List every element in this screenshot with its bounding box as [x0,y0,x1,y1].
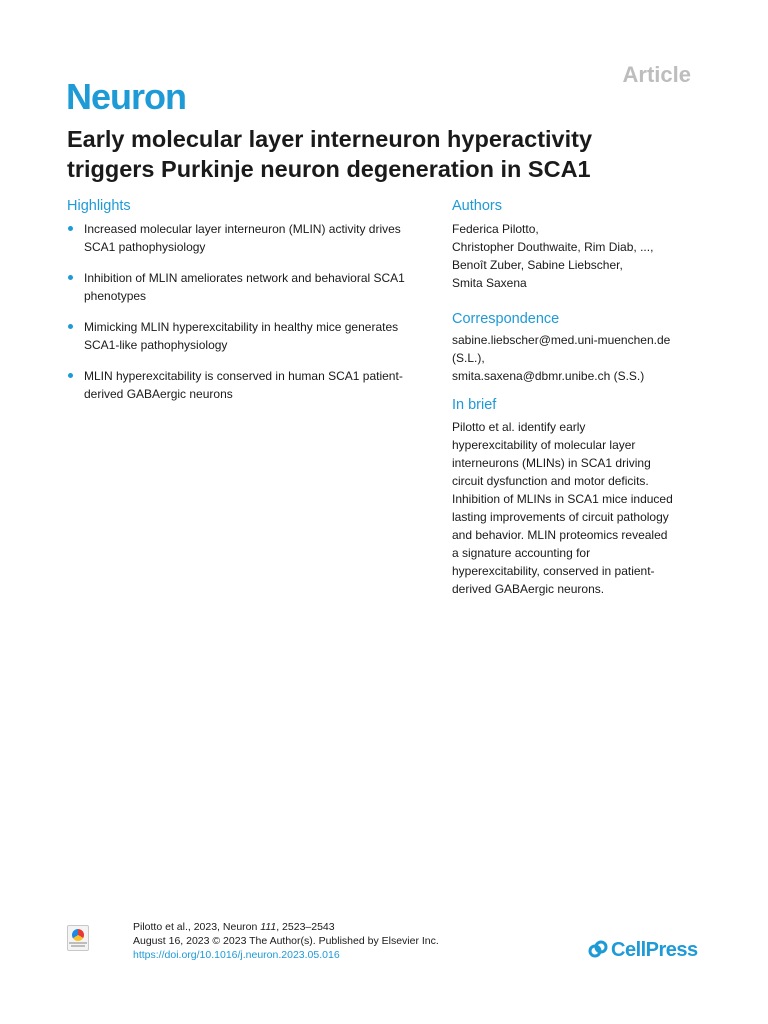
highlight-line: derived GABAergic neurons [84,387,233,401]
bullet-icon [68,275,73,280]
citation-volume: 111 [260,921,277,933]
citation-footer [133,920,439,962]
highlight-line: Increased molecular layer interneuron (MLIN) activity drives [84,222,401,236]
highlights-list [67,220,439,403]
in-brief-line: Inhibition of MLINs in SCA1 mice induced [452,492,673,506]
in-brief-line: and behavior. MLIN proteomics revealed [452,528,668,542]
highlight-item [67,220,439,256]
citation-pages: , 2523–2543 [276,921,335,933]
highlight-line: Inhibition of MLIN ameliorates network and behavioral SCA1 [84,271,405,285]
highlight-item [67,269,439,305]
correspondence-heading: Correspondence [452,311,560,327]
title-line: Early molecular layer interneuron hyperactivity [67,126,593,152]
in-brief-line: hyperexcitability, conserved in patient- [452,564,655,578]
in-brief-line: a signature accounting for [452,546,591,560]
highlight-line: Mimicking MLIN hyperexcitability in healthy mice generates [84,320,399,334]
check-for-updates-icon[interactable] [67,925,89,951]
in-brief-line: Pilotto et al. identify early [452,420,586,434]
in-brief-line: interneurons (MLINs) in SCA1 driving [452,456,651,470]
bullet-icon [68,226,73,231]
correspondence-line: (S.L.), [452,351,485,365]
bullet-icon [68,373,73,378]
publisher-name: CellPress [611,938,698,961]
in-brief-line: lasting improvements of circuit pathology [452,510,669,524]
in-brief-line: derived GABAergic neurons. [452,582,605,596]
article-type-label: Article [622,62,691,87]
correspondence-block [452,331,702,385]
highlight-item [67,318,439,354]
journal-name: Neuron [66,76,186,117]
correspondence-email-link[interactable]: sabine.liebscher@med.uni-muenchen.de [452,333,671,347]
cellpress-logo[interactable] [588,937,698,963]
citation-prefix: Pilotto et al., 2023, Neuron [133,921,261,933]
bullet-icon [68,324,73,329]
author-line: Christopher Douthwaite, Rim Diab, ..., [452,240,654,254]
highlights-heading: Highlights [67,198,131,214]
in-brief-heading: In brief [452,397,497,413]
title-line: triggers Purkinje neuron degeneration in SCA1 [67,156,591,182]
highlight-line: SCA1-like pathophysiology [84,338,228,352]
in-brief-line: hyperexcitability of molecular layer [452,438,636,452]
in-brief-text [452,418,702,598]
author-line: Federica Pilotto, [452,222,539,236]
highlight-line: SCA1 pathophysiology [84,240,206,254]
highlight-item [67,367,439,403]
author-line: Benoît Zuber, Sabine Liebscher, [452,258,623,272]
authors-heading: Authors [452,198,502,214]
cellpress-logo-icon [588,940,608,960]
author-line: Smita Saxena [452,276,527,290]
authors-list [452,220,702,292]
correspondence-email-link[interactable]: smita.saxena@dbmr.unibe.ch (S.S.) [452,369,645,383]
citation-line [133,920,439,934]
highlight-line: MLIN hyperexcitability is conserved in human SCA1 patient- [84,369,403,383]
highlight-line: phenotypes [84,289,147,303]
date-copyright: August 16, 2023 © 2023 The Author(s). Published by Elsevier Inc. [133,935,439,947]
doi-link[interactable]: https://doi.org/10.1016/j.neuron.2023.05.016 [133,949,340,961]
in-brief-line: circuit dysfunction and motor deficits. [452,474,649,488]
article-title [67,124,707,184]
